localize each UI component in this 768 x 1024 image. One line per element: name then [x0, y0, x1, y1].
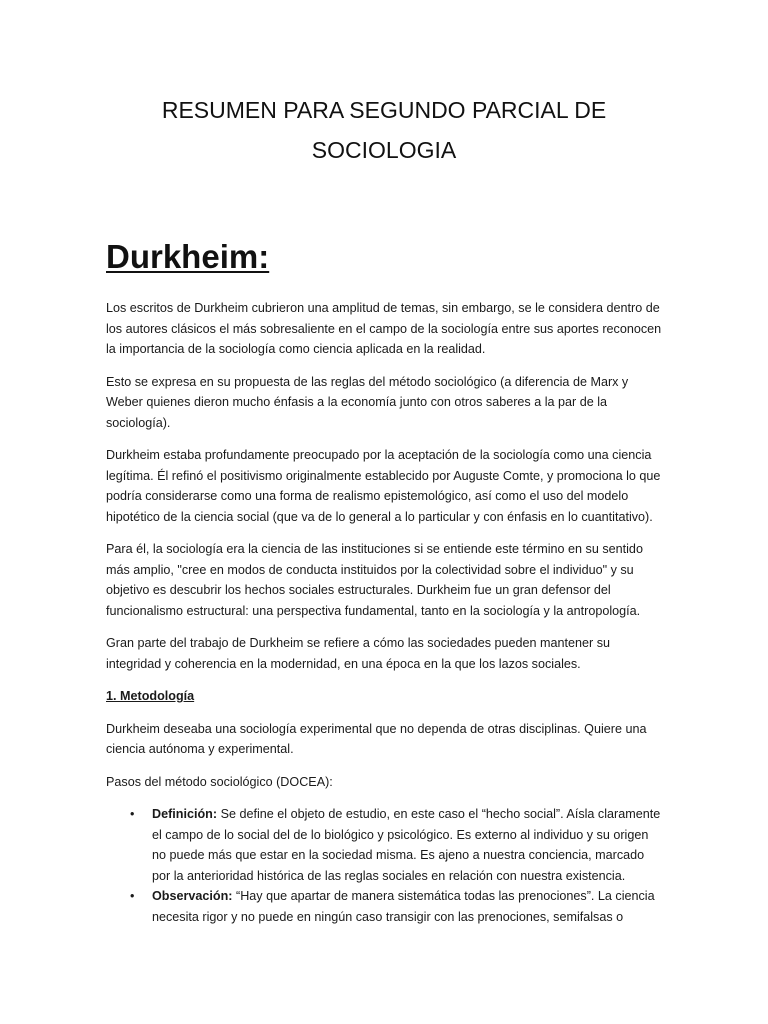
step-text: “Hay que apartar de manera sistemática todas las prenociones”. La ciencia necesita rigor y no puede en ningún caso transigir con las prenociones, semifalsas o	[152, 889, 655, 924]
document-body	[106, 298, 662, 927]
steps-intro: Pasos del método sociológico (DOCEA):	[106, 774, 333, 789]
document-title	[100, 90, 668, 170]
method-paragraph: Durkheim deseaba una sociología experimental que no dependa de otras disciplinas. Quiere una ciencia autónoma y experimental.	[106, 721, 647, 756]
step-term: Observación:	[152, 889, 233, 903]
paragraph-3: Durkheim estaba profundamente preocupado por la aceptación de la sociología como una ciencia legítima. Él refinó el positivismo originalmente establecido por Auguste Comte, y promociona lo que podría considerarse como una forma de realismo epistemológico, así como el uso del modelo hipotético de la ciencia social (que va de lo general a lo particular y con énfasis en lo cuantitativo).	[106, 448, 661, 524]
step-text: Se define el objeto de estudio, en este caso el “hecho social”. Aísla claramente el campo de lo social del de lo biológico y psicológico. Es externo al individuo y su origen no puede más que estar en la sociedad misma. Es ajeno a nuestra conciencia, marcado por la anterioridad histórica de las reglas sociales en relación con nuestra existencia.	[152, 807, 661, 883]
step-term: Definición:	[152, 807, 218, 821]
list-item	[106, 886, 662, 927]
document-title-line-1: RESUMEN PARA SEGUNDO PARCIAL DE	[161, 97, 607, 123]
list-item	[106, 804, 662, 886]
paragraph-1: Los escritos de Durkheim cubrieron una amplitud de temas, sin embargo, se le considera dentro de los autores clásicos el más sobresaliente en el campo de la sociología entre sus aportes reconocen la importancia de la sociología como ciencia aplicada en la realidad.	[106, 301, 662, 356]
section-heading-durkheim: Durkheim:	[106, 238, 270, 275]
steps-list	[106, 804, 662, 927]
subheading-metodologia: 1. Metodología	[106, 689, 195, 703]
paragraph-5: Gran parte del trabajo de Durkheim se refiere a cómo las sociedades pueden mantener su integridad y coherencia en la modernidad, en una época en la que los lazos sociales.	[106, 636, 611, 671]
paragraph-4: Para él, la sociología era la ciencia de las instituciones si se entiende este término en su sentido más amplio, "cree en modos de conducta instituidos por la colectividad sobre el individuo" y su objetivo es descubrir los hechos sociales estructurales. Durkheim fue un gran defensor del funcionalismo estructural: una perspectiva fundamental, tanto en la sociología y la antropología.	[106, 542, 643, 618]
bullet-icon: •	[130, 807, 135, 821]
document-title-line-2: SOCIOLOGIA	[311, 137, 457, 163]
bullet-icon: •	[130, 889, 135, 903]
paragraph-2: Esto se expresa en su propuesta de las reglas del método sociológico (a diferencia de Marx y Weber quienes dieron mucho énfasis a la economía junto con otros saberes a la par de la sociología).	[106, 374, 629, 430]
